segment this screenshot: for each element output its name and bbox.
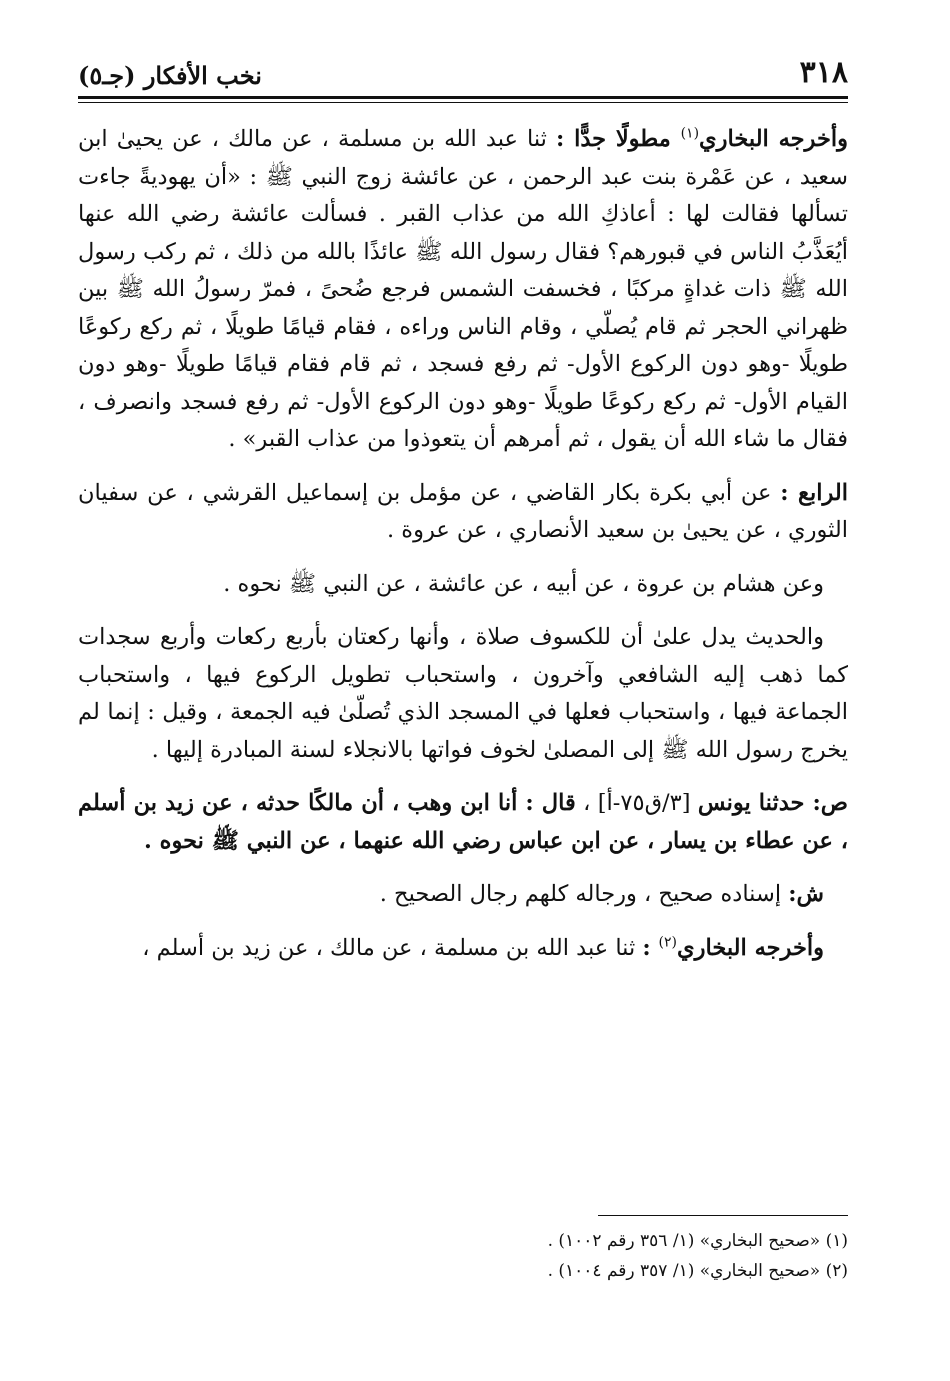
paragraph-hisham	[78, 566, 848, 604]
paragraph-bukhari-long	[78, 121, 848, 459]
paragraph-text: وعن هشام بن عروة ، عن أبيه ، عن عائشة ، عن النبي ﷺ نحوه .	[223, 570, 824, 597]
paragraph-shin	[78, 876, 848, 914]
paragraph-lead: ص: حدثنا يونس	[697, 790, 849, 816]
footnote-marker: (٢)	[658, 934, 677, 950]
paragraph-text: ثنا عبد الله بن مسلمة ، عن مالك ، عن زيد بن أسلم ،	[142, 934, 643, 961]
paragraph-commentary	[78, 619, 848, 769]
paragraph-lead: وأخرجه البخاري	[677, 934, 824, 961]
paragraph-text: ثنا عبد الله بن مسلمة ، عن مالك ، عن يحيىٰ ابن سعيد ، عن عَمْرة بنت عبد الرحمن ، عن عائشة زوج النبي ﷺ : «أن يهوديةً جاءت تسألها فقالت لها : أعاذكِ الله من عذاب القبر . فسألت عائشة رضي الله عنها أيُعَذَّبُ الناس في قبورهم؟ فقال رسول الله ﷺ عائذًا بالله من ذلك ، ثم ركب رسول الله ﷺ ذات غداةٍ مركبًا ، فخسفت الشمس فرجع ضُحىً ، فمرّ رسولُ الله ﷺ بين ظهراني الحجر ثم قام يُصلّي ، وقام الناس وراءه ، فقام قيامًا طويلًا ، ثم ركع ركوعًا طويلًا -وهو دون الركوع الأول- ثم رفع فسجد ، ثم قام فقام قيامًا طويلًا -وهو دون القيام الأول- ثم ركع ركوعًا طويلًا -وهو دون الركوع الأول- ثم رفع فسجد وانصرف ، فقال ما شاء الله أن يقول ، ثم أمرهم أن يتعوذوا من عذاب القبر» .	[78, 126, 848, 452]
manuscript-ref: [٣/ق٧٥-أ] ،	[575, 790, 698, 816]
paragraph-text: قال : أنا ابن وهب ، أن مالكًا حدثه ، عن زيد بن أسلم ، عن عطاء بن يسار ، عن ابن عباس رضي الله عنهما ، عن النبي ﷺ نحوه .	[78, 790, 848, 854]
footnote-1: (١) «صحيح البخاري» (١/ ٣٥٦ رقم ١٠٠٢) .	[547, 1231, 848, 1251]
paragraph-text: عن أبي بكرة بكار القاضي ، عن مؤمل بن إسماعيل القرشي ، عن سفيان الثوري ، عن يحيىٰ بن سعيد الأنصاري ، عن عروة .	[78, 479, 848, 543]
footnote-2: (٢) «صحيح البخاري» (١/ ٣٥٧ رقم ١٠٠٤) .	[547, 1261, 848, 1281]
paragraph-text: إسناده صحيح ، ورجاله كلهم رجال الصحيح .	[379, 881, 789, 907]
paragraph-lead: ش:	[788, 881, 824, 907]
footnote-rule	[598, 1215, 848, 1216]
footnote-marker: (١)	[680, 125, 700, 142]
page-header	[78, 40, 848, 96]
book-title: نخب الأفكار (جـ٥)	[78, 61, 262, 90]
paragraph-lead: الرابع :	[780, 479, 848, 506]
paragraph-lead-suffix: :	[642, 934, 659, 961]
page-number: ٣١٨	[799, 55, 848, 90]
paragraph-text: والحديث يدل علىٰ أن للكسوف صلاة ، وأنها ركعتان بأربع ركعات وأربع سجدات كما ذهب إليه الشافعي وآخرون ، واستحباب تطويل الركوع فيها ، واستحباب الجماعة فيها ، واستحباب فعلها في المسجد الذي تُصلّىٰ فيه الجمعة ، وقيل : إنما لم يخرج رسول الله ﷺ إلى المصلىٰ لخوف فواتها بالانجلاء لسنة المبادرة إليها .	[78, 624, 848, 763]
paragraph-lead: وأخرجه البخاري	[699, 126, 848, 152]
paragraph-sad-chain	[78, 785, 848, 860]
paragraph-fourth	[78, 475, 848, 550]
book-page	[78, 40, 848, 1360]
paragraph-bukhari-short	[78, 930, 848, 968]
header-rule	[78, 96, 848, 99]
page-body	[78, 121, 848, 967]
footnotes	[78, 1215, 848, 1286]
paragraph-lead-suffix: مطولًا جدًّا :	[556, 126, 681, 152]
header-rule-thin	[78, 102, 848, 103]
